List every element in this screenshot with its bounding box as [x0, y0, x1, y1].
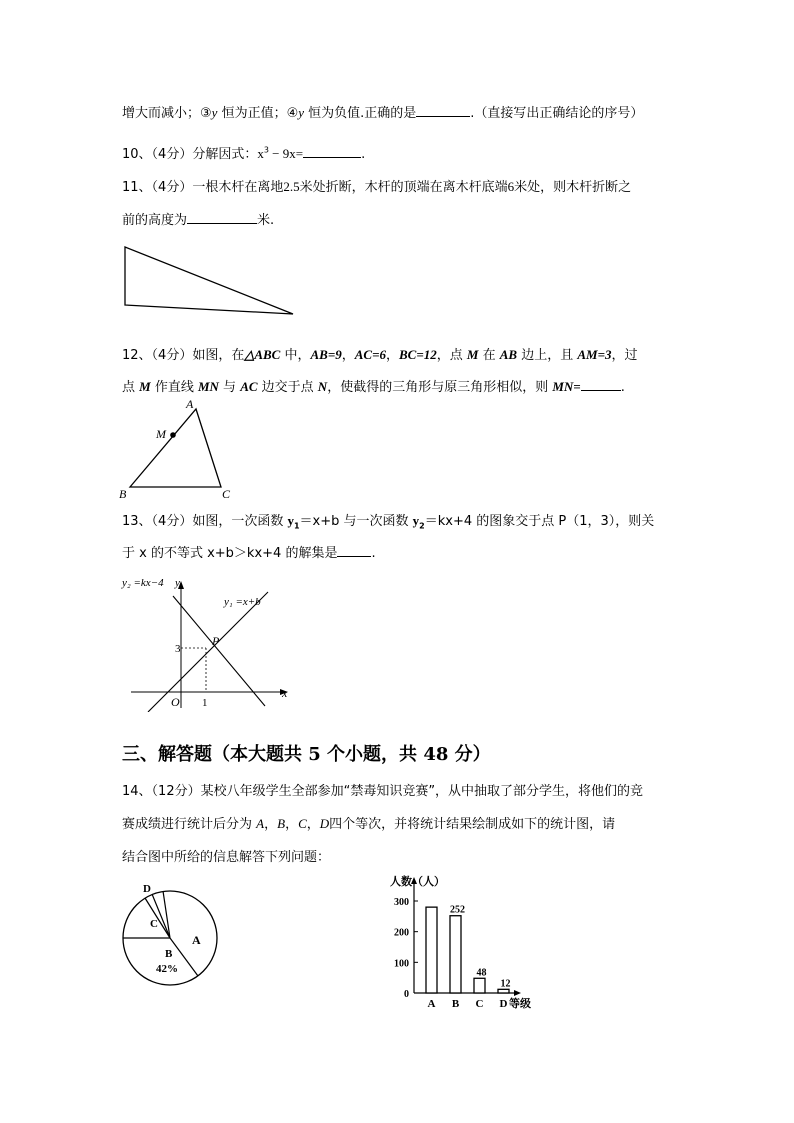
q12-triangle — [130, 409, 221, 487]
q12-text-4: 在 — [478, 348, 500, 363]
q12-text-5: 边上，且 — [517, 348, 578, 363]
q13-text-1: 13、（4分）如图，一次函数 — [122, 514, 288, 529]
bar-x-arrow — [514, 990, 521, 996]
pie-label-b: B — [165, 948, 173, 960]
bar-category-label: A — [427, 998, 436, 1010]
section-title: 三、解答题（本大题共 5 个小题，共 48 分） — [122, 744, 491, 765]
bar-a — [426, 907, 437, 993]
pie-label-c: C — [150, 918, 158, 930]
q9-text-2: 恒为正值； — [217, 106, 287, 121]
q13-label-o: O — [171, 695, 180, 709]
q12-label-a: A — [186, 397, 194, 411]
q12-label-b: B — [119, 487, 127, 501]
q13-sub-2: 2 — [419, 521, 425, 531]
q12-answer-blank[interactable] — [581, 379, 621, 391]
q13-label-p: P — [212, 634, 220, 648]
bar-y-tick-label: 200 — [394, 927, 409, 939]
q12-line-2 — [122, 376, 625, 395]
pie-label-d: D — [143, 883, 151, 895]
bar-data-label: 48 — [476, 967, 487, 979]
q12-sep-2: ， — [386, 348, 400, 363]
q12-ab: AB=9 — [310, 347, 342, 362]
bar-y-tick-label: 100 — [394, 958, 409, 970]
q12-label-c: C — [222, 487, 231, 501]
q11-triangle — [125, 247, 293, 314]
q13-text-3: ＝kx+4 的图象交于点 P（1，3），则关 — [424, 514, 655, 529]
q14-comma-3: ， — [306, 817, 320, 832]
q12-bc: BC=12 — [399, 347, 437, 362]
q14-line-2 — [122, 813, 615, 832]
q14-pie-chart — [120, 880, 220, 990]
q10-end: . — [361, 147, 366, 162]
q14-grade-d: D — [319, 816, 330, 831]
q14-comma-1: ， — [264, 817, 278, 832]
q9-var-y2: y — [298, 105, 305, 120]
pie-label-a: A — [192, 933, 201, 947]
q12-text-7: 点 — [122, 380, 140, 395]
bar-x-label: 等级 — [509, 998, 531, 1010]
q11-text-4: 前的高度为 — [122, 213, 188, 228]
bar-d — [498, 989, 509, 993]
q14-grade-a: A — [256, 816, 265, 831]
q12-text-3: ，点 — [436, 348, 467, 363]
bar-y-tick-label: 0 — [404, 989, 409, 1000]
pie-label-b-pct: 42% — [156, 963, 178, 975]
q14-grade-b: B — [277, 816, 286, 831]
q13-label-1: 1 — [202, 697, 208, 709]
q12-triangle-abc: △ABC — [244, 347, 281, 362]
q13-line-1 — [122, 510, 654, 531]
q12-text-10: 边交于点 — [257, 380, 318, 395]
q10-exponent: 3 — [263, 145, 269, 155]
q12-mn-2: MN= — [552, 379, 581, 394]
q13-label-3: 3 — [175, 643, 181, 655]
q10-line — [122, 143, 365, 162]
q12-ac-2: AC — [240, 379, 258, 394]
q13-line-y1 — [148, 592, 268, 712]
q14-text-2: 四个等次，并将统计结果绘制成如下的统计图，请 — [329, 817, 616, 832]
bar-data-label: 12 — [500, 978, 511, 990]
q13-y2: y — [412, 513, 420, 528]
q11-figure — [118, 240, 302, 320]
q12-text-1: 12、（4分）如图，在 — [122, 348, 245, 363]
q11-text-5: 米. — [257, 213, 275, 228]
bar-category-label: C — [475, 998, 484, 1010]
q13-y1: y — [287, 513, 294, 528]
q12-n: N — [317, 379, 328, 394]
q12-label-m: M — [156, 427, 166, 441]
q11-num-1: 2.5 — [283, 179, 300, 194]
q9-text-1: 增大而减小； — [122, 106, 201, 121]
q14-bar-chart — [376, 868, 546, 1010]
q13-label-y1: y₁ =x+b — [224, 596, 261, 608]
q9-circled-4: ④ — [286, 106, 299, 121]
q9-circled-3: ③ — [200, 106, 212, 121]
q12-ab-2: AB — [499, 347, 518, 362]
q13-text-2: ＝x+b 与一次函数 — [299, 514, 413, 529]
q12-text-8: 作直线 — [150, 380, 198, 395]
q9-var-y1: y — [211, 105, 218, 120]
q12-point-m — [170, 432, 176, 438]
q12-text-6: ，过 — [611, 348, 638, 363]
q10-mid: − 9x= — [268, 146, 304, 161]
q12-text-11: ，使截得的三角形与原三角形相似，则 — [327, 380, 553, 395]
bar-data-label: 252 — [450, 904, 465, 916]
q11-num-2: 6 — [507, 179, 515, 194]
q13-text-4: 于 x 的不等式 x+b＞kx+4 的解集是 — [122, 546, 338, 561]
q13-figure — [118, 572, 298, 712]
q13-sub-1: 1 — [293, 521, 300, 531]
q14-line-3: 结合图中所给的信息解答下列问题： — [122, 850, 331, 865]
q13-label-y2: y₂ =kx−4 — [122, 577, 164, 589]
q12-text-12: . — [620, 380, 625, 395]
q13-label-x: x — [282, 686, 288, 700]
q12-text-9: 与 — [218, 380, 241, 395]
q13-line-y2 — [173, 596, 265, 706]
bar-y-label: 人数（人） — [390, 876, 445, 888]
q10-answer-blank[interactable] — [303, 146, 361, 158]
q12-m-2: M — [139, 379, 151, 394]
q13-line-2 — [122, 542, 376, 561]
q14-line-1: 14、（12分）某校八年级学生全部参加“禁毒知识竞赛”，从中抽取了部分学生，将他们的竞 — [122, 784, 644, 799]
q12-m: M — [466, 347, 479, 362]
q12-sep-1: ， — [341, 348, 355, 363]
q11-answer-blank[interactable] — [187, 212, 257, 224]
q12-text-2: 中， — [280, 348, 311, 363]
q9-answer-blank[interactable] — [416, 105, 470, 117]
q12-ac: AC=6 — [354, 347, 386, 362]
q11-line-1 — [122, 176, 631, 195]
bar-category-label: D — [499, 998, 508, 1010]
q9-text-3: 恒为负值.正确的是 — [304, 106, 417, 121]
q12-am: AM=3 — [577, 347, 612, 362]
q10-prefix: 10、（4分）分解因式： — [122, 147, 258, 162]
q14-grade-c: C — [298, 816, 307, 831]
bar-y-tick-label: 300 — [394, 897, 409, 908]
q11-line-2 — [122, 209, 274, 228]
q10-x: x — [257, 146, 264, 161]
q11-text-2: 米处折断，木杆的顶端在离木杆底端 — [299, 180, 508, 195]
q11-text-3: 米处，则木杆折断之 — [514, 180, 632, 195]
q12-line-1 — [122, 344, 638, 363]
q13-answer-blank[interactable] — [337, 545, 371, 557]
q12-mn: MN — [197, 379, 219, 394]
q13-text-5: . — [371, 546, 376, 561]
q14-text-1: 赛成绩进行统计后分为 — [122, 817, 257, 832]
q13-label-y: y — [175, 577, 180, 589]
bar-category-label: B — [451, 998, 460, 1010]
q9-text-4: .（直接写出正确结论的序号） — [470, 106, 644, 121]
q11-text-1: 11、（4分）一根木杆在离地 — [122, 180, 284, 195]
q14-comma-2: ， — [285, 817, 299, 832]
bar-c — [474, 978, 485, 993]
bar-b — [450, 916, 461, 993]
q9-tail-line — [122, 102, 643, 121]
q12-figure — [116, 396, 242, 502]
